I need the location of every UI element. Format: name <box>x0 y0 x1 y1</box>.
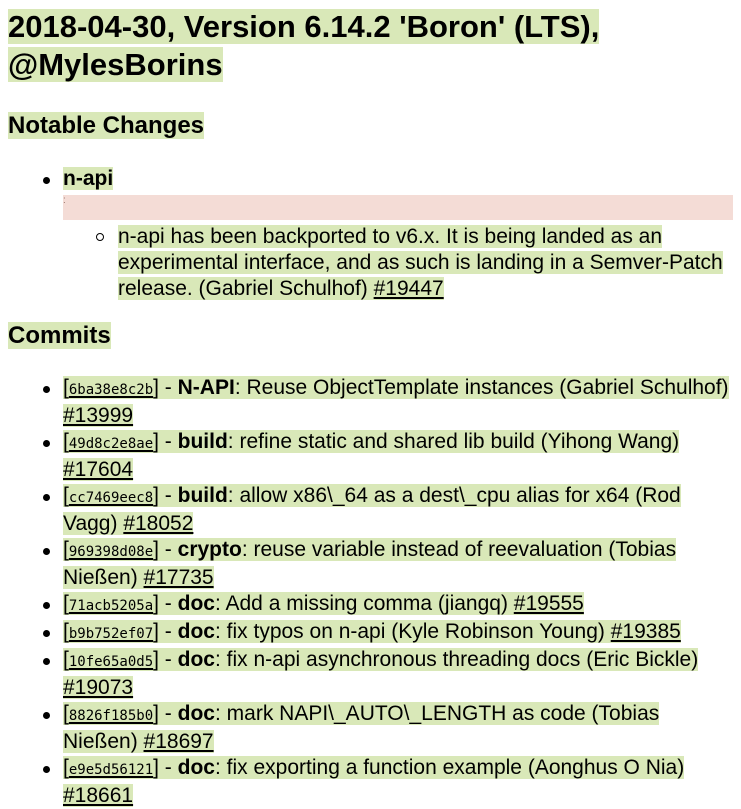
pr-link[interactable]: #19385 <box>610 620 681 643</box>
commit-scope: doc <box>177 648 215 671</box>
pr-link[interactable]: #18661 <box>63 784 134 807</box>
pr-link[interactable]: #13999 <box>63 404 134 427</box>
commit-sha-link[interactable] <box>69 430 153 453</box>
commit-sha: 969398d08e <box>68 544 154 560</box>
notable-description: n-api has been backported to v6.x. It is being landed as an experimental interface, and as such is landing in a Semver-Patch release. (Gabriel Schulhof) <box>118 225 723 300</box>
commit-scope: doc <box>177 592 215 615</box>
commit-sha: 10fe65a0d5 <box>68 654 154 670</box>
diff-marker-bar <box>63 195 733 220</box>
notable-item-label: n-api <box>63 167 114 190</box>
notable-changes-heading-text: Notable Changes <box>8 112 205 139</box>
commit-item: [b9b752ef07] - doc: fix typos on n-api (Kyle Robinson Young) #19385 <box>8 619 738 647</box>
pr-link[interactable]: #18052 <box>123 512 194 535</box>
pr-link[interactable]: #19447 <box>373 277 444 300</box>
commit-scope: doc <box>177 756 215 779</box>
notable-sub-item <box>63 224 738 302</box>
commit-sha: e9e5d56121 <box>68 762 154 778</box>
pr-link[interactable]: #19073 <box>63 676 134 699</box>
commit-item: [8826f185b0] - doc: mark NAPI\_AUTO\_LENGTH as code (Tobias Nießen) #18697 <box>8 701 738 755</box>
commit-sha-link[interactable] <box>69 620 153 643</box>
commit-message: : Add a missing comma (jiangq) <box>214 592 514 615</box>
commit-item: [969398d08e] - crypto: reuse variable instead of reevaluation (Tobias Nießen) #17735 <box>8 537 738 591</box>
commit-message: : allow x86\_64 as a dest\_cpu alias for x64 (Rod Vagg) <box>63 484 681 535</box>
commit-sha: 6ba38e8c2b <box>68 382 154 398</box>
commit-scope: build <box>177 484 228 507</box>
commit-sha-link[interactable] <box>69 592 153 615</box>
commit-scope: doc <box>177 702 215 725</box>
commit-list <box>8 375 738 809</box>
notable-item <box>8 166 738 302</box>
commit-message: : refine static and shared lib build (Yihong Wang) <box>227 430 680 453</box>
release-title-text: 2018-04-30, Version 6.14.2 'Boron' (LTS), @MylesBorins <box>8 9 600 82</box>
commit-scope: N-API <box>177 376 235 399</box>
commit-item: [6ba38e8c2b] - N-API: Reuse ObjectTemplate instances (Gabriel Schulhof) #13999 <box>8 375 738 429</box>
commit-sha-link[interactable] <box>69 376 153 399</box>
release-title <box>8 8 733 84</box>
commit-scope: build <box>177 430 228 453</box>
commit-message: : reuse variable instead of reevaluation (Tobias Nießen) <box>63 538 677 589</box>
commit-sha-link[interactable] <box>69 756 153 779</box>
pr-link[interactable]: #19555 <box>513 592 584 615</box>
commits-heading <box>8 321 111 351</box>
pr-link[interactable]: #17604 <box>63 458 134 481</box>
commit-sha: b9b752ef07 <box>68 626 154 642</box>
commit-message: : fix exporting a function example (Aonghus O Nia) <box>214 756 685 779</box>
commit-sha: 49d8c2e8ae <box>68 436 154 452</box>
notable-changes-list <box>8 166 738 302</box>
commit-item: [cc7469eec8] - build: allow x86\_64 as a dest\_cpu alias for x64 (Rod Vagg) #18052 <box>8 483 738 537</box>
commit-sha: 71acb5205a <box>68 598 154 614</box>
pr-link[interactable]: #18697 <box>143 730 214 753</box>
commit-sha: cc7469eec8 <box>68 490 154 506</box>
commit-item: [49d8c2e8ae] - build: refine static and shared lib build (Yihong Wang) #17604 <box>8 429 738 483</box>
commit-sha-link[interactable] <box>69 484 153 507</box>
commit-message: : fix typos on n-api (Kyle Robinson Young) <box>214 620 611 643</box>
commit-sha: 8826f185b0 <box>68 708 154 724</box>
commit-item: [10fe65a0d5] - doc: fix n-api asynchronous threading docs (Eric Bickle) #19073 <box>8 647 738 701</box>
commit-sha-link[interactable] <box>69 648 153 671</box>
commit-sha-link[interactable] <box>69 538 153 561</box>
pr-link[interactable]: #17735 <box>143 566 214 589</box>
commit-item: [71acb5205a] - doc: Add a missing comma (jiangq) #19555 <box>8 591 738 619</box>
notable-sub-list <box>63 224 738 302</box>
commit-scope: doc <box>177 620 215 643</box>
commit-sha-link[interactable] <box>69 702 153 725</box>
commit-message: : Reuse ObjectTemplate instances (Gabriel Schulhof) <box>234 376 729 399</box>
commit-message: : mark NAPI\_AUTO\_LENGTH as code (Tobias Nießen) <box>63 702 660 753</box>
commits-heading-text: Commits <box>8 322 111 349</box>
commit-message: : fix n-api asynchronous threading docs (Eric Bickle) <box>214 648 699 671</box>
diff-marker: : <box>63 195 66 206</box>
notable-changes-heading <box>8 111 204 141</box>
commit-scope: crypto <box>177 538 242 561</box>
commit-item: [e9e5d56121] - doc: fix exporting a function example (Aonghus O Nia) #18661 <box>8 755 738 809</box>
